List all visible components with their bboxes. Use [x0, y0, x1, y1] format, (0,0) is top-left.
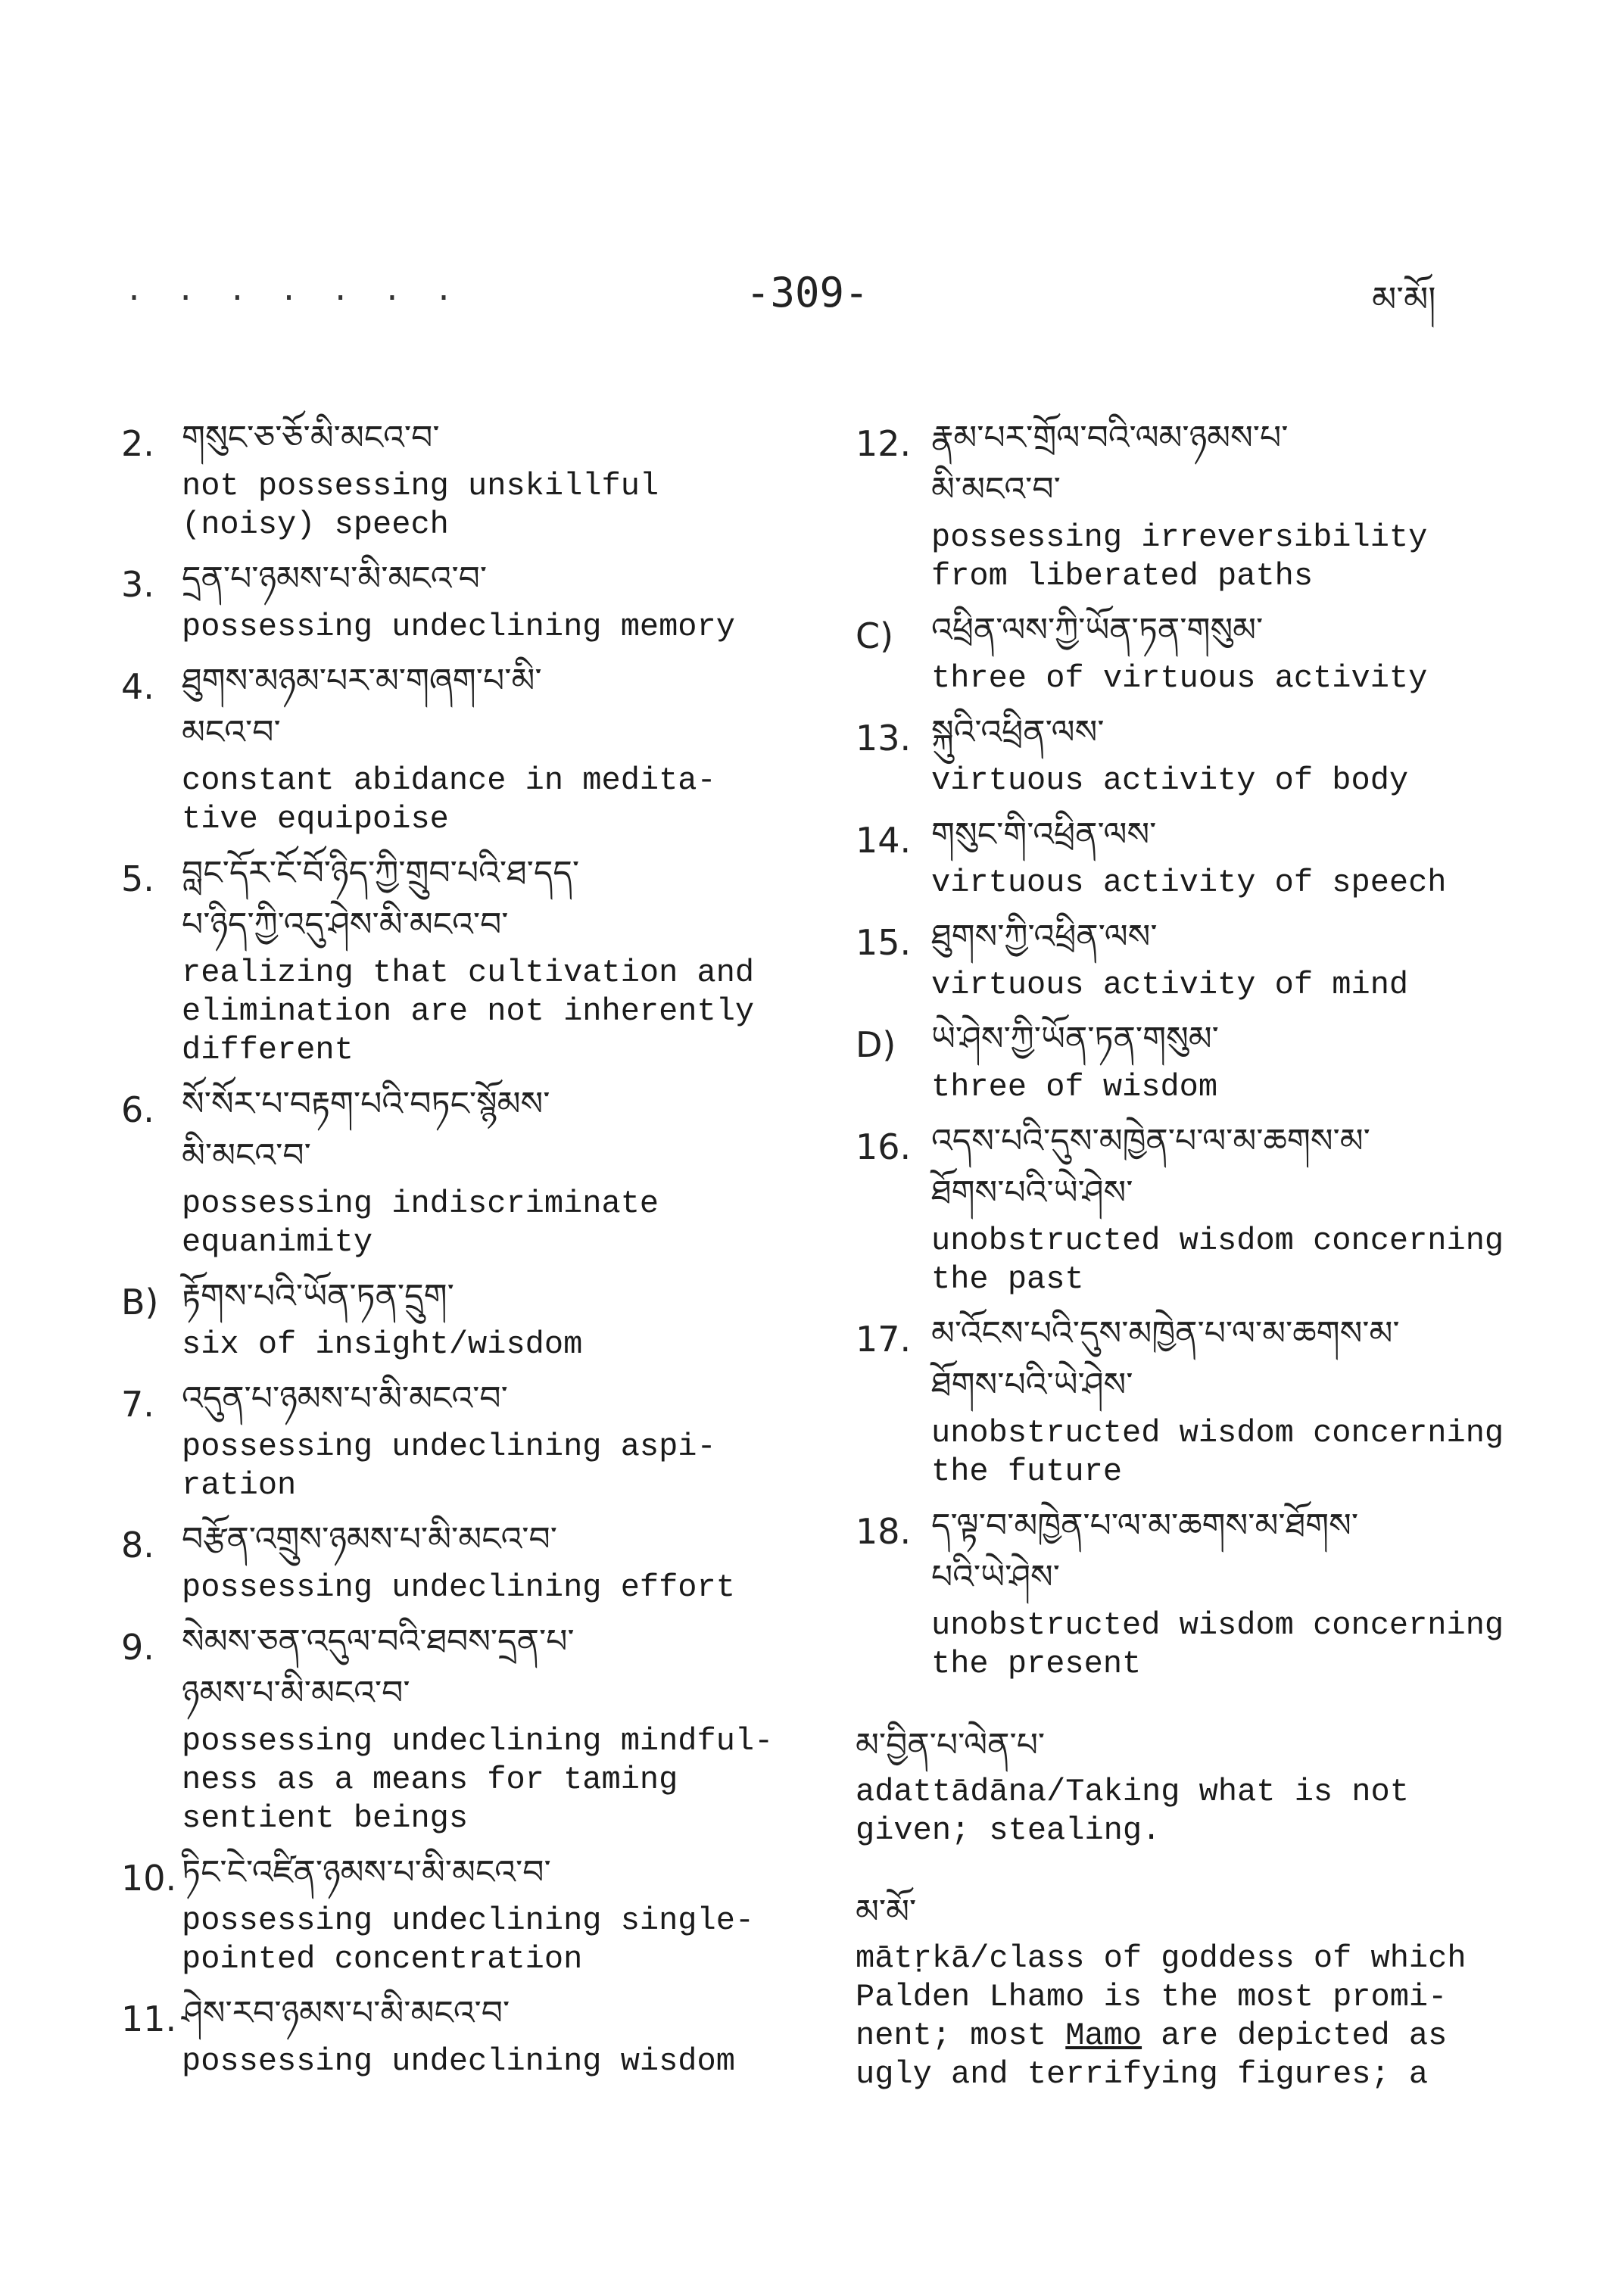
entry-number: 3.: [121, 564, 154, 605]
english-gloss: possessing undeclining memory: [182, 609, 735, 645]
entry-number: 17.: [856, 1319, 912, 1360]
list-item: [856, 605, 1529, 698]
list-item: [856, 1014, 1529, 1107]
tibetan-term: སོ་སོར་པ་བརྟག་པའི་བཏང་སྙོམས་ མི་མངའ་བ་: [182, 1085, 550, 1175]
entry-number: 2.: [121, 423, 154, 464]
entry-number: 8.: [121, 1525, 154, 1566]
entry-number: 4.: [121, 666, 154, 707]
entry-number: 14.: [856, 820, 912, 861]
list-item: [121, 553, 787, 646]
entry-number: 10.: [121, 1858, 177, 1899]
english-gloss: six of insight/wisdom: [182, 1326, 583, 1363]
english-gloss: unobstructed wisdom concerning the future: [931, 1415, 1504, 1490]
list-item: [856, 809, 1529, 902]
tibetan-term: རྣམ་པར་གྲོལ་བའི་ལམ་ཉམས་པ་ མི་མངའ་བ་: [931, 419, 1289, 509]
entry-number: 16.: [856, 1126, 912, 1167]
right-column: [856, 413, 1529, 2094]
definition-text: are depicted as ugly and terrifying figures; a: [856, 2017, 1448, 2092]
english-gloss: virtuous activity of mind: [931, 967, 1409, 1003]
entry-number: 12.: [856, 423, 912, 464]
tibetan-term: གསུང་གི་འཕྲིན་ལས་: [931, 815, 1157, 854]
list-item: [856, 1500, 1529, 1684]
tibetan-term: སྐུའི་འཕྲིན་ལས་: [931, 713, 1105, 752]
entry-number: 9.: [121, 1627, 154, 1668]
tibetan-term: མ་འོངས་པའི་དུས་མཁྱེན་པ་ལ་མ་ཆགས་མ་ ཐོགས་པའི་ཡེ་ཤེས་: [931, 1314, 1400, 1404]
list-item: [121, 1079, 787, 1262]
english-gloss: possessing undeclining effort: [182, 1569, 735, 1606]
tibetan-term: བླང་དོར་ངོ་བོ་ཉིད་ཀྱི་གྲུབ་པའི་ཐ་དད་ པ་ཉིད་ཀྱི་འདུ་ཤེས་མི་མངའ་བ་: [182, 854, 580, 944]
tibetan-term: རྟོགས་པའི་ཡོན་ཏན་དྲུག་: [182, 1277, 454, 1316]
headword-entry: [856, 1886, 1529, 2094]
list-item: [121, 1271, 787, 1364]
tibetan-term: ཏིང་ངེ་འཛིན་ཉམས་པ་མི་མངའ་བ་: [182, 1853, 551, 1892]
list-item: [121, 656, 787, 839]
english-gloss: constant abidance in medita- tive equipoise: [182, 762, 716, 837]
entry-number: 18.: [856, 1511, 912, 1552]
list-item: [121, 1616, 787, 1838]
running-head: མ་མོ།: [1372, 279, 1436, 319]
list-item: [856, 413, 1529, 596]
list-item: [856, 1116, 1529, 1299]
headword-tibetan: མ་མོ་: [856, 1893, 917, 1931]
underlined-term: Mamo: [1065, 2017, 1142, 2054]
tibetan-term: འདུན་པ་ཉམས་པ་མི་མངའ་བ་: [182, 1379, 508, 1418]
english-gloss: virtuous activity of speech: [931, 865, 1447, 901]
headword-entry: [856, 1720, 1529, 1850]
list-item: [856, 911, 1529, 1005]
tibetan-term: འདས་པའི་དུས་མཁྱེན་པ་ལ་མ་ཆགས་མ་ ཐོགས་པའི་ཡེ་ཤེས་: [931, 1122, 1370, 1212]
list-item: [856, 707, 1529, 800]
english-gloss: virtuous activity of body: [931, 762, 1409, 799]
english-gloss: possessing undeclining wisdom: [182, 2043, 735, 2080]
entry-number: 5.: [121, 858, 154, 899]
tibetan-term: གསུང་ཅ་ཅོ་མི་མངའ་བ་: [182, 419, 440, 457]
tibetan-term: འཕྲིན་ལས་ཀྱི་ཡོན་ཏན་གསུམ་: [931, 611, 1264, 650]
page-number: -309-: [746, 269, 869, 316]
left-column: [121, 413, 787, 2090]
entry-number: 6.: [121, 1089, 154, 1130]
list-item: [121, 1847, 787, 1979]
english-gloss: possessing undeclining single- pointed concentration: [182, 1902, 755, 1977]
tibetan-term: ད་ལྟ་བ་མཁྱེན་པ་ལ་མ་ཆགས་མ་ཐོགས་ པའི་ཡེ་ཤེས་: [931, 1506, 1359, 1597]
english-gloss: possessing indiscriminate equanimity: [182, 1185, 659, 1260]
english-gloss: three of wisdom: [931, 1069, 1218, 1105]
list-item: [121, 413, 787, 544]
entry-number: 7.: [121, 1384, 154, 1425]
entry-number: 11.: [121, 1999, 177, 2039]
header-dots: . . . . . . .: [125, 273, 461, 307]
tibetan-term: ཡེ་ཤེས་ཀྱི་ཡོན་ཏན་གསུམ་: [931, 1020, 1219, 1058]
tibetan-term: ཐུགས་མཉམ་པར་མ་གཞག་པ་མི་ མངའ་བ་: [182, 662, 542, 752]
english-gloss: three of virtuous activity: [931, 660, 1428, 696]
english-gloss: possessing undeclining mindful- ness as a means for taming sentient beings: [182, 1723, 774, 1837]
list-item: [121, 1373, 787, 1505]
list-item: [856, 1308, 1529, 1491]
entry-number: 15.: [856, 922, 912, 963]
tibetan-term: ཤེས་རབ་ཉམས་པ་མི་མངའ་བ་: [182, 1994, 510, 2033]
list-item: [121, 1514, 787, 1607]
entry-number: 13.: [856, 718, 912, 759]
english-gloss: not possessing unskillful (noisy) speech: [182, 468, 659, 543]
headword-tibetan: མ་བྱིན་པ་ལེན་པ་: [856, 1726, 1046, 1765]
tibetan-term: སེམས་ཅན་འདུལ་བའི་ཐབས་དྲན་པ་ ཉམས་པ་མི་མངའ་བ་: [182, 1622, 575, 1712]
english-gloss: possessing undeclining aspi- ration: [182, 1428, 716, 1503]
section-letter: B): [121, 1282, 159, 1323]
list-item: [121, 848, 787, 1070]
headword-definition: [856, 1939, 1529, 2094]
english-gloss: realizing that cultivation and elimination are not inherently different: [182, 955, 755, 1068]
list-item: [121, 1988, 787, 2081]
headword-definition: adattādāna/Taking what is not given; stealing.: [856, 1774, 1409, 1849]
tibetan-term: བརྩོན་འགྲུས་ཉམས་པ་མི་མངའ་བ་: [182, 1520, 557, 1559]
section-letter: D): [856, 1024, 896, 1065]
section-letter: C): [856, 615, 894, 656]
english-gloss: unobstructed wisdom concerning the past: [931, 1223, 1504, 1298]
english-gloss: unobstructed wisdom concerning the present: [931, 1607, 1504, 1682]
tibetan-term: དྲན་པ་ཉམས་པ་མི་མངའ་བ་: [182, 559, 488, 598]
english-gloss: possessing irreversibility from liberated paths: [931, 519, 1428, 594]
tibetan-term: ཐུགས་ཀྱི་འཕྲིན་ལས་: [931, 918, 1158, 956]
definition-text: mātṛkā/class of goddess of which Palden Lhamo is the most promi- nent; most: [856, 1940, 1467, 2054]
